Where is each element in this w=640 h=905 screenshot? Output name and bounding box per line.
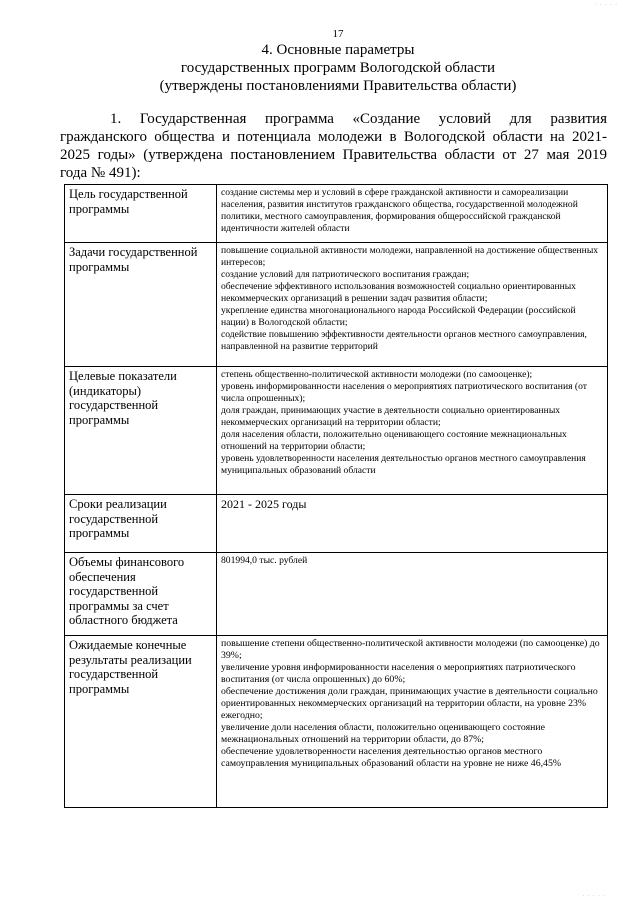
param-name-cell: Задачи государственной программы xyxy=(65,243,217,367)
table-row xyxy=(65,553,608,636)
param-value-cell xyxy=(217,495,608,553)
table-row xyxy=(65,185,608,243)
param-value-line: содействие повышению эффективности деятельности органов местного самоуправления, направленной на развитие территорий xyxy=(221,329,587,352)
param-value-line: 2021 - 2025 годы xyxy=(221,497,307,511)
param-value-line: доля граждан, принимающих участие в деятельности социально ориентированных некоммерческих организаций на территории области; xyxy=(221,405,561,428)
param-value-line: обеспечение достижения доли граждан, принимающих участие в деятельности социально ориентированных некоммерческих организаций на территории области, на уровне 23% ежегодно; xyxy=(221,686,598,721)
param-value-line: увеличение уровня информированности населения о мероприятиях патриотического воспитания (от числа опрошенных) до 60%; xyxy=(221,662,576,685)
param-name-cell: Целевые показатели (индикаторы) государственной программы xyxy=(65,367,217,495)
param-value-line: увеличение доли населения области, положительно оценивающего состояние межнациональных отношений на территории области, до 87%; xyxy=(221,722,545,745)
table-row xyxy=(65,636,608,808)
param-value-cell xyxy=(217,243,608,367)
table-row xyxy=(65,367,608,495)
program-intro-paragraph xyxy=(60,110,607,182)
program-passport-table xyxy=(64,184,608,808)
param-value-cell xyxy=(217,367,608,495)
param-value-line: обеспечение удовлетворенности населения деятельностью органов местного самоуправления муниципальных образований области на уровне не ниже 46,45% xyxy=(221,746,562,769)
param-value-line: создание условий для патриотического воспитания граждан; xyxy=(221,269,470,280)
param-value-line: 801994,0 тыс. рублей xyxy=(221,555,308,566)
param-value-cell xyxy=(217,636,608,808)
program-intro-line: года № 491): xyxy=(60,165,141,181)
param-name-cell: Объемы финансового обеспечения государственной программы за счет областного бюджета xyxy=(65,553,217,636)
param-value-line: укрепление единства многонационального народа Российской Федерации (российской нации) в Вологодской области; xyxy=(221,305,576,328)
param-value-line: повышение степени общественно-политической активности молодежи (по самооценке) до 39%; xyxy=(221,638,600,661)
param-name-cell: Ожидаемые конечные результаты реализации государственной программы xyxy=(65,636,217,808)
section-heading xyxy=(60,41,616,95)
section-title-line: (утверждены постановлениями Правительства области) xyxy=(159,78,517,94)
param-value-cell xyxy=(217,553,608,636)
param-name-cell: Цель государственной программы xyxy=(65,185,217,243)
scan-mark-bottom: · · · · · xyxy=(582,893,606,899)
table-row xyxy=(65,495,608,553)
param-value-cell xyxy=(217,185,608,243)
program-intro-line: гражданского общества и потенциала молодежи в Вологодской области на 2021- xyxy=(60,129,607,145)
table-row xyxy=(65,243,608,367)
section-title-line: 4. Основные параметры xyxy=(261,42,415,58)
scan-mark-top: · · · · · xyxy=(594,2,618,8)
section-title-line: государственных программ Вологодской области xyxy=(180,60,496,76)
param-value-line: степень общественно-политической активности молодежи (по самооценке); xyxy=(221,369,533,380)
param-value-line: создание системы мер и условий в сфере гражданской активности и самореализации населения, развития институтов гражданского общества, государственной молодежной политики, местного самоуправления, формирования общероссийской гражданской идентичности жителей области xyxy=(221,187,578,234)
program-intro-line: 2025 годы» (утверждена постановлением Правительства области от 27 мая 2019 xyxy=(60,147,607,163)
page-number: 17 xyxy=(332,28,344,40)
param-name-cell: Сроки реализации государственной программы xyxy=(65,495,217,553)
param-value-line: обеспечение эффективного использования возможностей социально ориентированных некоммерческих организаций в решении задач развития области; xyxy=(221,281,576,304)
param-value-line: уровень удовлетворенности населения деятельностью органов местного самоуправления муниципальных образований области xyxy=(221,453,586,476)
param-value-line: доля населения области, положительно оценивающего состояние межнациональных отношений на территории области; xyxy=(221,429,567,452)
program-intro-line: 1. Государственная программа «Создание условий для развития xyxy=(110,111,607,127)
param-value-line: уровень информированности населения о мероприятиях патриотического воспитания (от числа опрошенных); xyxy=(221,381,587,404)
param-value-line: повышение социальной активности молодежи, направленной на достижение общественных интересов; xyxy=(221,245,599,268)
